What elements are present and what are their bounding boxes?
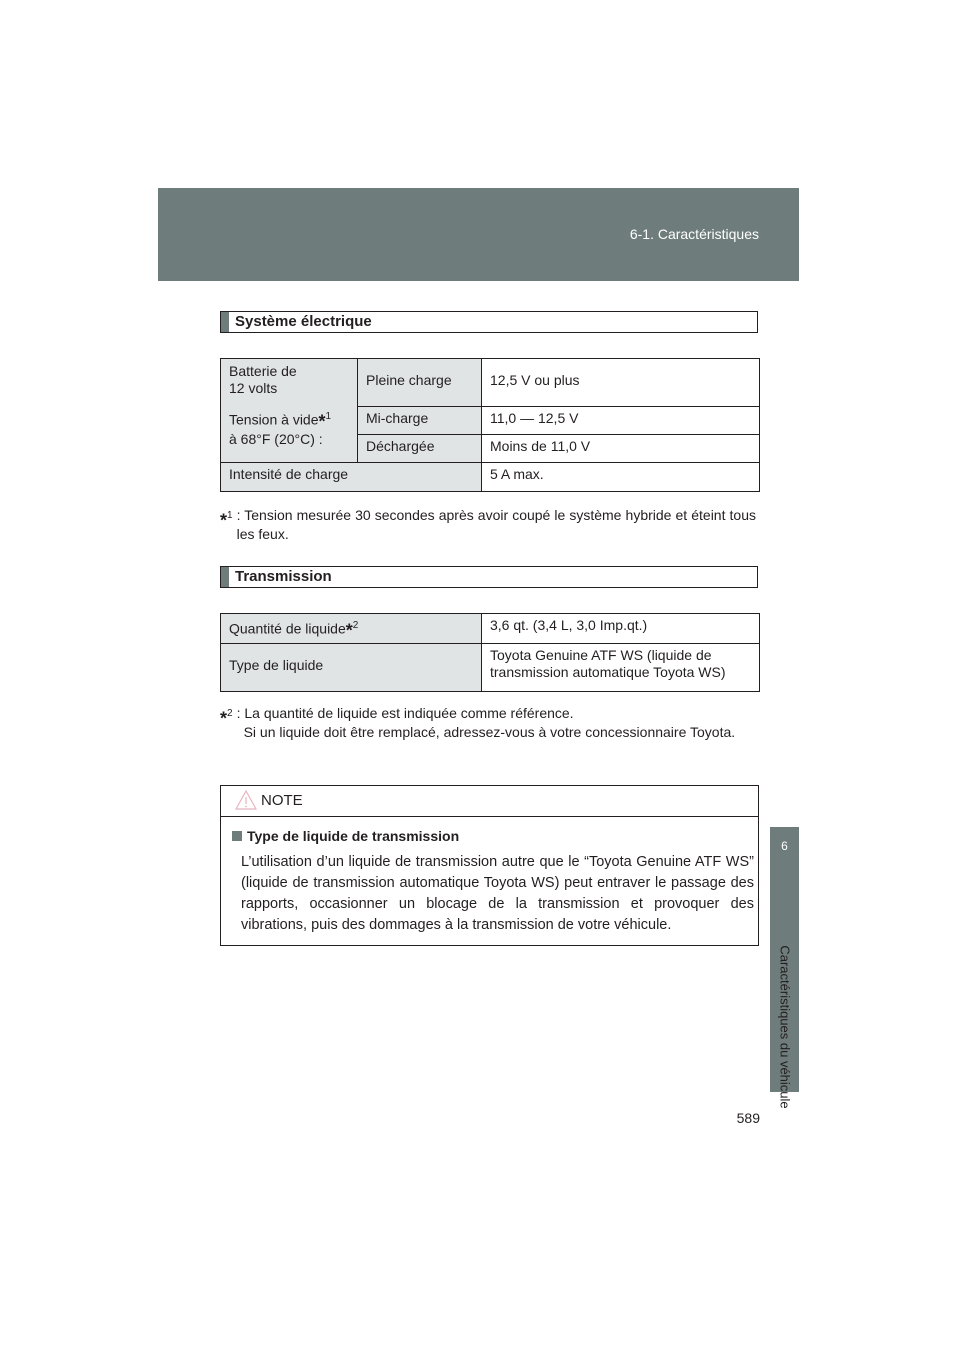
voltage-label-line-2: à 68°F (20°C) :	[229, 430, 323, 447]
battery-label-cell	[221, 359, 358, 463]
header-band	[158, 188, 799, 281]
voltage-label-line-1: Tension à vide*$^1$	[229, 411, 332, 432]
section-breadcrumb: 6-1. Caractéristiques	[629, 226, 759, 242]
note-title: Type de liquide de transmission	[232, 828, 459, 844]
footnote-2-marker: *$^2$	[220, 708, 233, 729]
footnote-2	[220, 704, 756, 742]
electrical-section-title: Système électrique	[235, 313, 372, 330]
table-row	[221, 359, 760, 407]
transmission-section-title: Transmission	[235, 568, 332, 585]
electrical-spec-table	[220, 358, 760, 492]
table-row	[221, 463, 760, 492]
fluid-type-value: Toyota Genuine ATF WS (liquide de transmission automatique Toyota WS)	[482, 643, 760, 691]
battery-label-line-2: 12 volts	[229, 380, 278, 396]
transmission-section-header	[220, 566, 758, 588]
chapter-number: 6	[781, 839, 788, 853]
state-discharged: Déchargée	[358, 435, 482, 463]
note-header	[221, 786, 758, 817]
value-discharged: Moins de 11,0 V	[482, 435, 760, 463]
section-marker	[221, 567, 229, 587]
state-half-charge: Mi-charge	[358, 407, 482, 435]
fluid-quantity-label: Quantité de liquide*$^2$	[221, 614, 482, 644]
note-box	[220, 785, 759, 946]
electrical-section-header	[220, 311, 758, 333]
footnote-1-text: : Tension mesurée 30 secondes après avoir coupé le système hybride et éteint tous les feux.	[236, 507, 756, 542]
footnote-1-marker: *$^1$	[220, 510, 233, 531]
state-full-charge: Pleine charge	[358, 359, 482, 407]
note-label: NOTE	[261, 792, 303, 809]
transmission-spec-table	[220, 613, 760, 692]
chapter-title-vertical	[770, 827, 799, 1109]
warning-triangle-icon	[235, 790, 257, 810]
charge-current-value: 5 A max.	[482, 463, 760, 492]
charge-current-label: Intensité de charge	[221, 463, 482, 492]
footnote-1	[220, 506, 756, 544]
fluid-quantity-value: 3,6 qt. (3,4 L, 3,0 Imp.qt.)	[482, 614, 760, 644]
chapter-title: Caractéristiques du véhicule	[777, 945, 792, 1109]
footnote-2-text: : La quantité de liquide est indiquée comme référence. Si un liquide doit être remplacé, adressez-vous à votre concessionnaire Toyota.	[236, 705, 736, 740]
value-full-charge: 12,5 V ou plus	[482, 359, 760, 407]
table-row	[221, 643, 760, 691]
battery-label-line-1: Batterie de	[229, 363, 297, 379]
value-half-charge: 11,0 — 12,5 V	[482, 407, 760, 435]
page-number: 589	[736, 1110, 760, 1126]
note-body: L’utilisation d’un liquide de transmission autre que le “Toyota Genuine ATF WS” (liquide de transmission automatique Toyota WS) peut entraver le passage des rapports, occasionner un blocage de la transmission et provoquer des vibrations, puis des dommages à la transmission de votre véhicule.	[241, 854, 754, 933]
fluid-type-label: Type de liquide	[221, 643, 482, 691]
table-row	[221, 614, 760, 644]
section-marker	[221, 312, 229, 332]
square-bullet-icon	[232, 831, 242, 841]
